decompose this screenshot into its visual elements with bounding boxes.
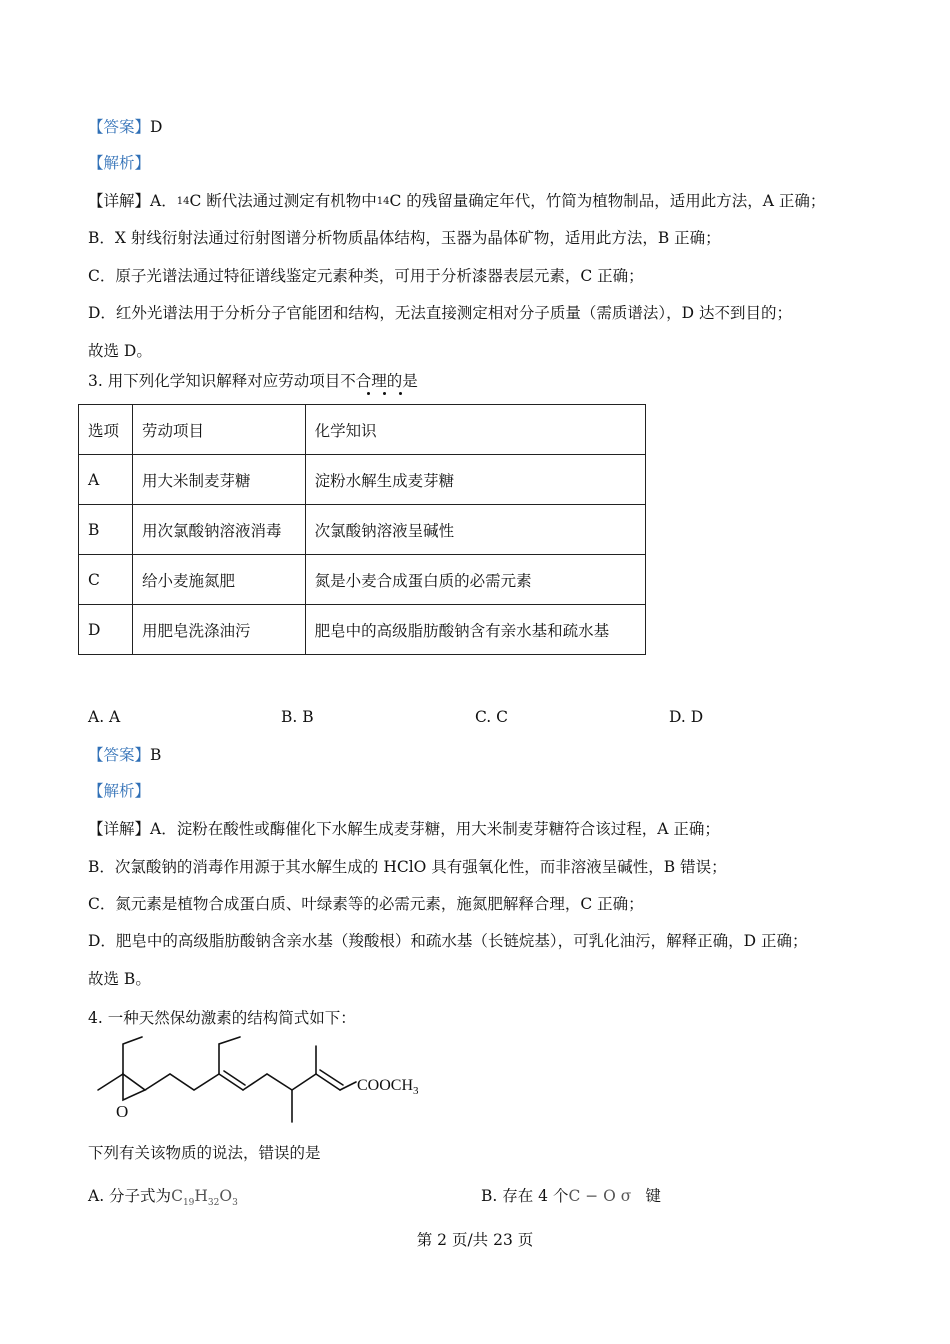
molecular-formula: $C_{19}H_{32}O_3$ bbox=[171, 1187, 238, 1209]
table-row bbox=[79, 605, 646, 655]
q4-option-a: A. 分子式为$C_{19}H_{32}O_3$ bbox=[88, 1187, 238, 1209]
answer-tag: 【答案】 bbox=[88, 746, 151, 764]
bond-methyl-1 bbox=[98, 1074, 123, 1090]
q3-detail-line-d: D．肥皂中的高级脂肪酸钠含亲水基（羧酸根）和疏水基（长链烷基），可乳化油污，解释正确，D 正确； bbox=[88, 932, 808, 950]
isotope-mass-1: 14 bbox=[176, 196, 190, 207]
q4-option-b: B. 存在 4 个C − O σ 键 bbox=[481, 1187, 661, 1205]
q3-stem: 3. 用下列化学知识解释对应劳动项目不合理的是 bbox=[88, 372, 418, 390]
emphasis-text: 不合理 bbox=[340, 372, 387, 390]
q3-answer-line bbox=[88, 744, 161, 766]
emphasis-dot bbox=[399, 392, 402, 395]
table-header-cell: 劳动项目 bbox=[132, 405, 305, 455]
table-header-cell: 选项 bbox=[79, 405, 133, 455]
q4-question: 下列有关该物质的说法，错误的是 bbox=[88, 1144, 321, 1162]
q2-conclusion: 故选 D。 bbox=[88, 342, 152, 360]
q3-conclusion: 故选 B。 bbox=[88, 970, 151, 988]
table-cell: 淀粉水解生成麦芽糖 bbox=[305, 455, 645, 505]
bond-ester bbox=[340, 1082, 356, 1090]
table-cell: 给小麦施氮肥 bbox=[132, 555, 305, 605]
table-header-row bbox=[79, 405, 646, 455]
bond-notation: C − O σ bbox=[568, 1187, 632, 1205]
q3-detail-line-a: 【详解】A．淀粉在酸性或酶催化下水解生成麦芽糖，用大米制麦芽糖符合该过程，A 正确； bbox=[88, 820, 720, 838]
q2-detail-line-a: 【详解】A．$^{14}$C 断代法通过测定有机物中$^{14}$C 的残留量确定年代，竹简为植物制品，适用此方法，A 正确； bbox=[88, 192, 826, 210]
table-cell: 氮是小麦合成蛋白质的必需元素 bbox=[305, 555, 645, 605]
table-cell: 用次氯酸钠溶液消毒 bbox=[132, 505, 305, 555]
option-c: C. C bbox=[475, 708, 509, 726]
q3-detail-line-c: C．氮元素是植物合成蛋白质、叶绿素等的必需元素，施氮肥解释合理，C 正确； bbox=[88, 895, 644, 913]
detail-tag: 【详解】 bbox=[88, 192, 151, 210]
q2-analysis-tag: 【解析】 bbox=[88, 154, 151, 172]
table-cell: D bbox=[79, 605, 133, 655]
option-d: D. D bbox=[669, 708, 704, 726]
table-row bbox=[79, 555, 646, 605]
epoxide-ring bbox=[123, 1074, 145, 1100]
emphasis-dot bbox=[367, 392, 370, 395]
table-cell: 用大米制麦芽糖 bbox=[132, 455, 305, 505]
option-a: A. A bbox=[88, 708, 121, 726]
q3-analysis-tag: 【解析】 bbox=[88, 782, 151, 800]
table-header-cell: 化学知识 bbox=[305, 405, 645, 455]
table-cell: 用肥皂洗涤油污 bbox=[132, 605, 305, 655]
bond-chain-3 bbox=[292, 1074, 316, 1090]
table-cell: 肥皂中的高级脂肪酸钠含有亲水基和疏水基 bbox=[305, 605, 645, 655]
bond-double-1b bbox=[224, 1071, 245, 1085]
isotope-mass-2: 14 bbox=[376, 196, 390, 207]
answer-value: B bbox=[150, 746, 162, 764]
table-cell: C bbox=[79, 555, 133, 605]
q3-detail-line-b: B．次氯酸钠的消毒作用源于其水解生成的 HClO 具有强氧化性，而非溶液呈碱性，B 错误； bbox=[88, 858, 727, 876]
bond-ethyl-2 bbox=[219, 1037, 240, 1074]
bond-double-2 bbox=[316, 1074, 340, 1090]
table-cell: 次氯酸钠溶液呈碱性 bbox=[305, 505, 645, 555]
option-b: B. B bbox=[281, 708, 314, 726]
bond-chain-1 bbox=[145, 1074, 219, 1090]
bond-chain-2 bbox=[243, 1074, 292, 1090]
q2-answer-line bbox=[88, 116, 162, 138]
table-cell: B bbox=[79, 505, 133, 555]
q4-stem: 4. 一种天然保幼激素的结构简式如下： bbox=[88, 1009, 356, 1027]
emphasis-dot bbox=[383, 392, 386, 395]
table-row bbox=[79, 455, 646, 505]
table-cell: A bbox=[79, 455, 133, 505]
bond-double-2b bbox=[320, 1070, 343, 1085]
table-row bbox=[79, 505, 646, 555]
juvenile-hormone-structure bbox=[90, 1030, 450, 1130]
q2-detail-line-b: B．X 射线衍射法通过衍射图谱分析物质晶体结构，玉器为晶体矿物，适用此方法，B 正确； bbox=[88, 229, 721, 247]
q3-table bbox=[78, 404, 646, 655]
answer-value: D bbox=[150, 118, 163, 136]
page-footer: 第 2 页/共 23 页 bbox=[416, 1231, 534, 1249]
epoxide-oxygen-label: O bbox=[116, 1102, 129, 1121]
detail-tag: 【详解】 bbox=[88, 820, 151, 838]
bond-ethyl-1 bbox=[123, 1037, 142, 1074]
ester-group-label: $COOCH_3$ bbox=[357, 1077, 419, 1097]
q2-detail-line-c: C．原子光谱法通过特征谱线鉴定元素种类，可用于分析漆器表层元素，C 正确； bbox=[88, 267, 644, 285]
answer-tag: 【答案】 bbox=[88, 118, 151, 136]
q2-detail-line-d: D．红外光谱法用于分析分子官能团和结构，无法直接测定相对分子质量（需质谱法），D 达不到目的； bbox=[88, 304, 793, 322]
